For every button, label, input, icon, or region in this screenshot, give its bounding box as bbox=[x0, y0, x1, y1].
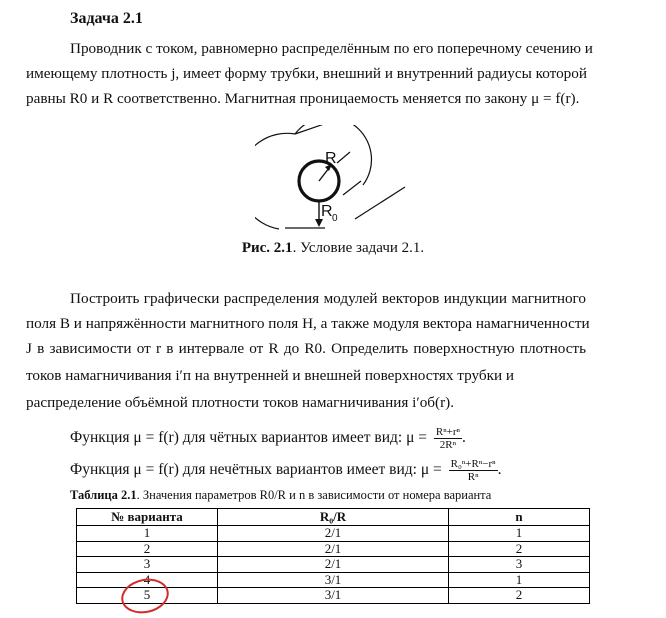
label-r0-subscript: 0 bbox=[332, 213, 338, 224]
fraction-odd bbox=[449, 458, 498, 483]
fraction-even-denominator: 2Rⁿ bbox=[439, 439, 457, 451]
paragraph-line: Построить графически распределения модулей векторов индукции магнитного bbox=[70, 290, 586, 307]
radius-r0-arrowhead bbox=[315, 219, 323, 227]
paragraph-line: поля B и напряжённости магнитного поля H, а также модуля вектора намагниченности bbox=[26, 315, 590, 332]
table-caption-bold: Таблица 2.1 bbox=[70, 488, 137, 502]
label-r: R bbox=[325, 150, 337, 167]
cell-ratio: 2/1 bbox=[218, 526, 449, 542]
fraction-even bbox=[434, 426, 462, 451]
paragraph-line: Проводник с током, равномерно распределённым по его поперечному сечению и bbox=[70, 40, 593, 57]
figure-caption bbox=[0, 240, 666, 257]
paragraph-line: J в зависимости от r в интервале от R до R0. Определить поверхностную плотность bbox=[26, 340, 586, 357]
problem-title: Задача 2.1 bbox=[70, 10, 143, 27]
paragraph-line: равны R0 и R соответственно. Магнитная проницаемость меняется по закону μ = f(r). bbox=[26, 90, 580, 107]
cell-variant: 3 bbox=[77, 557, 218, 573]
table-caption bbox=[70, 488, 491, 503]
paragraph-line: распределение объёмной плотности токов намагничивания i′об(r). bbox=[26, 394, 454, 411]
cell-n: 2 bbox=[449, 588, 590, 604]
cell-n: 3 bbox=[449, 557, 590, 573]
function-odd bbox=[70, 458, 502, 483]
fraction-odd-numerator: R₀ⁿ+Rⁿ−rⁿ bbox=[450, 458, 496, 470]
paragraph-line: имеющему плотность j, имеет форму трубки, внешний и внутренний радиусы которой bbox=[26, 65, 587, 82]
figure-caption-text: . Условие задачи 2.1. bbox=[292, 240, 425, 256]
cell-variant: 4 bbox=[77, 572, 218, 588]
table-caption-text: . Значения параметров R0/R и n в зависимости от номера варианта bbox=[136, 488, 492, 502]
radius-r-arrow bbox=[319, 168, 329, 181]
function-odd-end: . bbox=[497, 461, 502, 479]
figure-caption-bold: Рис. 2.1 bbox=[241, 240, 293, 256]
tube-edge-top bbox=[295, 125, 327, 134]
cell-ratio: 2/1 bbox=[218, 541, 449, 557]
label-r0: R bbox=[321, 203, 333, 220]
cell-n: 2 bbox=[449, 541, 590, 557]
cell-n: 1 bbox=[449, 572, 590, 588]
header-n: n bbox=[449, 509, 590, 526]
table-row bbox=[77, 526, 590, 542]
header-ratio: R₀/R bbox=[218, 509, 449, 526]
table-row bbox=[77, 541, 590, 557]
header-variant: № варианта bbox=[77, 509, 218, 526]
cell-ratio: 2/1 bbox=[218, 557, 449, 573]
fraction-even-numerator: Rⁿ+rⁿ bbox=[435, 426, 461, 438]
paragraph-line: токов намагничивания i′п на внутренней и внешней поверхностях трубки и bbox=[26, 367, 515, 384]
cell-n: 1 bbox=[449, 526, 590, 542]
cell-variant: 2 bbox=[77, 541, 218, 557]
table-row bbox=[77, 557, 590, 573]
function-odd-text: Функция μ = f(r) для нечётных вариантов имеет вид: μ = bbox=[70, 461, 442, 479]
function-even-end: . bbox=[462, 429, 466, 447]
cell-variant: 1 bbox=[77, 526, 218, 542]
fraction-odd-denominator: Rⁿ bbox=[467, 471, 479, 483]
outer-circle bbox=[255, 133, 295, 229]
cell-variant: 5 bbox=[77, 588, 218, 604]
tube-edge-bottom bbox=[355, 187, 405, 219]
function-even-text: Функция μ = f(r) для чётных вариантов имеет вид: μ = bbox=[70, 429, 427, 447]
inner-edge-top bbox=[337, 152, 350, 163]
tube-diagram bbox=[255, 125, 415, 237]
cell-ratio: 3/1 bbox=[218, 572, 449, 588]
function-even bbox=[70, 426, 466, 451]
table-header-row bbox=[77, 509, 590, 526]
inner-edge-bottom bbox=[343, 181, 361, 195]
cell-ratio: 3/1 bbox=[218, 588, 449, 604]
